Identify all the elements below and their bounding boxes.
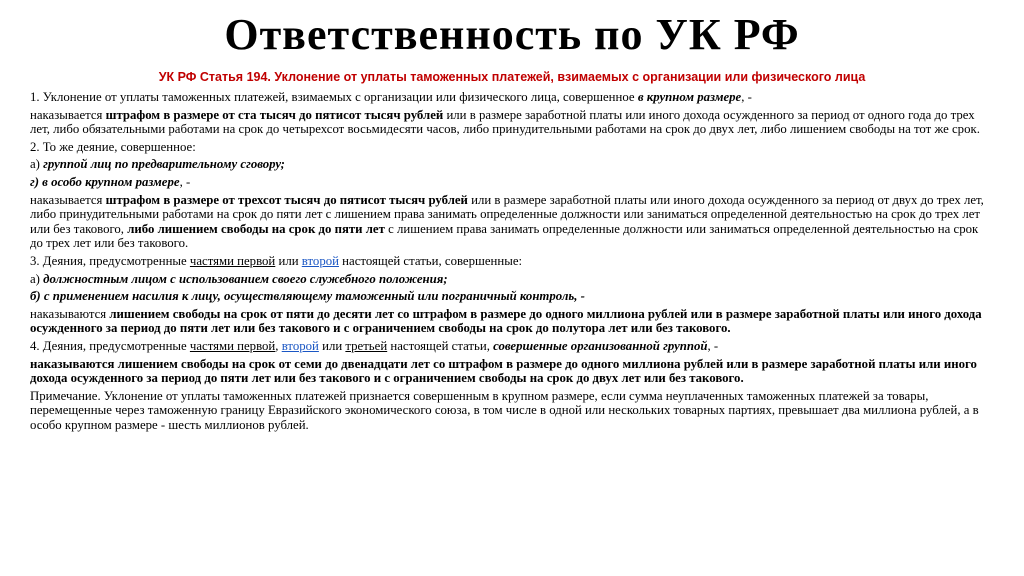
emphasis: совершенные организованной группой <box>493 338 708 353</box>
text: , <box>275 338 282 353</box>
link-part-two[interactable]: второй <box>281 338 319 353</box>
paragraph-7 <box>30 254 990 269</box>
text: 1. Уклонение от уплаты таможенных платежей, взимаемых с организации или физического лица, совершенное <box>30 90 638 104</box>
paragraph-11 <box>30 339 990 354</box>
emphasis: наказываются лишением свободы на срок от семи до двенадцати лет со штрафом в размере до одного миллиона рублей или в размере заработной платы или иного дохода осужденного за период до пяти лет или без такового и с ограничением свободы на срок до двух лет или без такового. <box>30 356 977 386</box>
paragraph-4 <box>30 157 990 172</box>
text: настоящей статьи, <box>387 338 494 353</box>
text: или в размере заработной платы или иного дохода осужденного за период от одного года до трех лет, либо обязательными работами на срок до четырехсот восьмидесяти часов, либо принудительными работами на срок до двух лет, либо лишением свободы на тот же срок. <box>30 107 980 137</box>
emphasis: г) в особо крупном размере <box>30 174 180 189</box>
text: , - <box>741 90 752 104</box>
paragraph-2 <box>30 108 990 137</box>
paragraph-10 <box>30 307 990 336</box>
paragraph-9 <box>30 289 990 304</box>
emphasis: лишением свободы на срок от пяти до десяти лет со штрафом в размере до одного миллиона рублей или в размере заработной платы или иного дохода осужденного за период до пяти лет или без такового и с ограничением свободы на срок до полутора лет или без такового. <box>30 306 982 336</box>
text: наказывается <box>30 107 106 122</box>
emphasis: либо лишением свободы на срок до пяти лет <box>127 221 385 236</box>
text: или <box>318 338 346 353</box>
text: наказывается <box>30 192 106 207</box>
text: а) <box>30 271 44 286</box>
paragraph-1 <box>30 90 990 105</box>
text: 3. Деяния, предусмотренные <box>30 253 190 268</box>
text: или в размере заработной платы или иного дохода осужденного за период от двух до трех лет, либо принудительными работами на срок до пяти лет с лишением права занимать определенные должности или заниматься определенной деятельностью на срок до трех лет или без такового, <box>30 192 984 236</box>
emphasis: б) с применением насилия к лицу, осуществляющему таможенный или пограничный контроль, - <box>30 289 585 304</box>
paragraph-8 <box>30 272 990 287</box>
link-part-two[interactable]: второй <box>301 253 339 268</box>
link-part-three[interactable]: третьей <box>345 338 388 353</box>
paragraph-3: 2. То же деяние, совершенное: <box>30 139 196 154</box>
text: а) <box>30 157 44 172</box>
page-title: Ответственность по УК РФ <box>224 10 800 59</box>
emphasis: в крупном размере <box>637 90 742 104</box>
text: , - <box>179 174 191 189</box>
paragraph-12 <box>30 357 990 386</box>
text: 4. Деяния, предусмотренные <box>30 338 190 353</box>
text: наказываются <box>30 306 110 321</box>
paragraph-5 <box>30 175 990 190</box>
emphasis: штрафом в размере от ста тысяч до пятисот тысяч рублей <box>105 107 444 122</box>
text: настоящей статьи, совершенные: <box>338 253 523 268</box>
article-body <box>30 90 990 435</box>
emphasis: должностным лицом с использованием своего служебного положения; <box>43 271 448 286</box>
text: или <box>275 253 302 268</box>
text: с лишением права занимать определенные должности или заниматься определенной деятельностью на срок до трех лет или без такового. <box>30 221 979 251</box>
link-part-one[interactable]: частями первой <box>189 338 276 353</box>
emphasis: штрафом в размере от трехсот тысяч до пятисот тысяч рублей <box>105 192 468 207</box>
paragraph-note: Примечание. Уклонение от уплаты таможенных платежей признается совершенным в крупном размере, если сумма неуплаченных таможенных платежей за товары, перемещенные через таможенную границу Евразийского экономического союза, в том числе в одной или нескольких товарных партиях, превышает два миллиона рублей, а в особо крупном размере - шесть миллионов рублей. <box>30 388 979 432</box>
emphasis: группой лиц по предварительному сговору; <box>43 157 285 172</box>
text: , - <box>707 338 719 353</box>
article-subtitle: УК РФ Статья 194. Уклонение от уплаты таможенных платежей, взимаемых с организации или физического лица <box>158 70 866 84</box>
paragraph-6 <box>30 193 990 251</box>
link-part-one[interactable]: частями первой <box>189 253 276 268</box>
